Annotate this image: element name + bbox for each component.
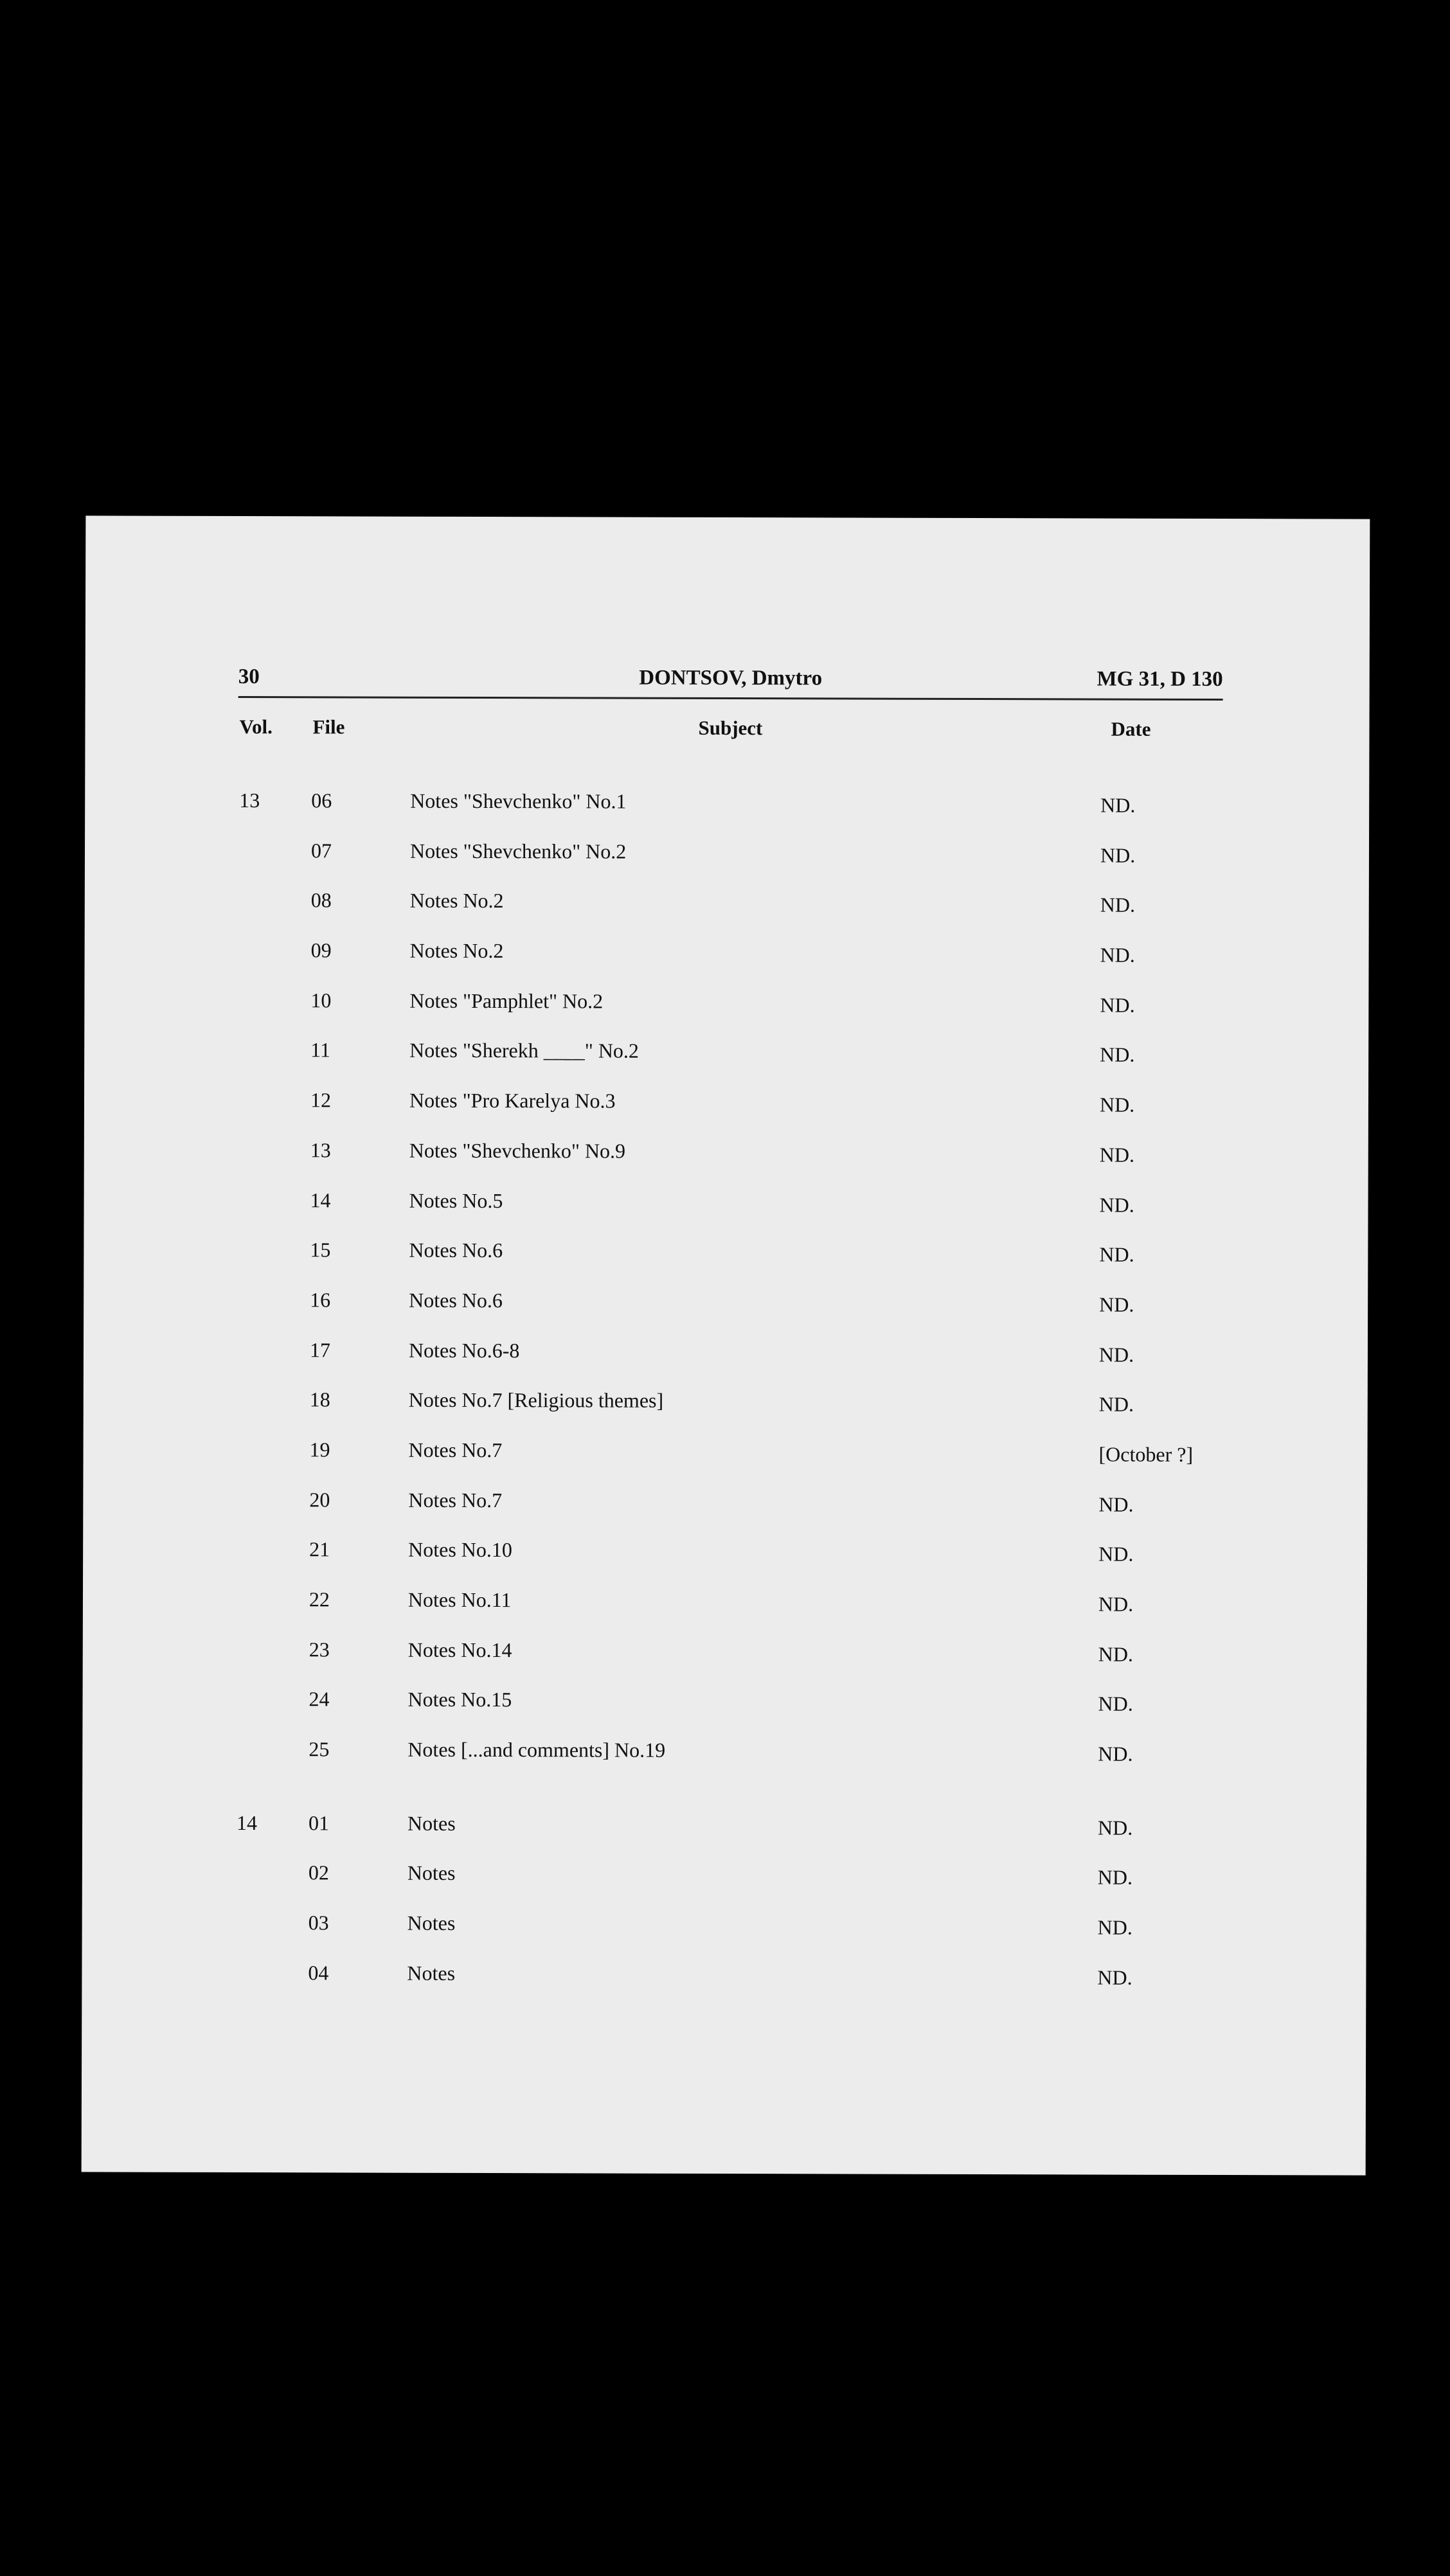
volume-number: 14 <box>237 1811 258 1834</box>
file-subject: Notes No.6-8 <box>408 1338 520 1362</box>
file-date: ND. <box>1098 1492 1134 1516</box>
file-date: ND. <box>1098 1692 1133 1716</box>
file-subject: Notes <box>407 1811 456 1835</box>
list-item <box>83 1587 1367 1640</box>
file-number: 18 <box>309 1388 330 1411</box>
list-item <box>84 988 1368 1041</box>
file-number: 10 <box>310 988 332 1012</box>
list-item <box>84 1388 1368 1441</box>
file-date: ND. <box>1099 1292 1134 1316</box>
list-item <box>85 838 1369 891</box>
file-date: ND. <box>1097 1816 1133 1839</box>
file-date: ND. <box>1098 1742 1133 1766</box>
file-date: ND. <box>1100 793 1136 817</box>
file-number: 12 <box>310 1088 332 1112</box>
list-item <box>82 1687 1366 1740</box>
file-subject: Notes No.6 <box>409 1238 503 1262</box>
file-number: 13 <box>310 1138 331 1162</box>
file-date: ND. <box>1100 893 1136 917</box>
file-date: ND. <box>1098 1592 1134 1616</box>
file-subject: Notes <box>407 1861 456 1885</box>
file-number: 22 <box>309 1588 330 1611</box>
file-subject: Notes No.7 <box>408 1438 503 1462</box>
document-title: DONTSOV, Dmytro <box>639 666 823 690</box>
file-subject: Notes "Shevchenko" No.2 <box>409 839 627 863</box>
list-item <box>83 1487 1367 1541</box>
file-subject: Notes "Shevchenko" No.1 <box>410 789 627 813</box>
list-item <box>84 938 1368 991</box>
file-number: 25 <box>309 1737 330 1761</box>
file-date: ND. <box>1099 1143 1135 1167</box>
page-header <box>238 665 1223 699</box>
list-item <box>82 1960 1366 2014</box>
file-subject: Notes No.2 <box>409 889 504 913</box>
file-number: 14 <box>310 1188 331 1212</box>
file-subject: Notes "Pro Karelya No.3 <box>409 1088 616 1113</box>
file-subject: Notes No.6 <box>409 1288 503 1312</box>
file-date: ND. <box>1099 1193 1134 1217</box>
file-subject: Notes No.2 <box>409 938 504 963</box>
list-item <box>84 1287 1368 1341</box>
file-number: 11 <box>310 1038 331 1062</box>
file-date: ND. <box>1098 1392 1134 1416</box>
list-item <box>83 1637 1367 1690</box>
file-date: ND. <box>1097 1865 1133 1890</box>
file-date: ND. <box>1099 1242 1134 1266</box>
list-item <box>84 1038 1368 1091</box>
volume-group <box>82 788 1369 1790</box>
file-subject: Notes "Shevchenko" No.9 <box>409 1138 626 1163</box>
volume-number: 13 <box>239 789 260 812</box>
file-number: 09 <box>310 938 332 962</box>
archive-reference: MG 31, D 130 <box>1096 667 1223 692</box>
file-number: 03 <box>308 1911 329 1935</box>
list-item <box>83 1537 1367 1591</box>
file-subject: Notes [...and comments] No.19 <box>407 1737 666 1762</box>
file-date: ND. <box>1100 993 1135 1017</box>
list-item <box>84 1188 1368 1241</box>
file-number: 21 <box>309 1537 330 1561</box>
file-subject: Notes <box>407 1961 456 1985</box>
list-item <box>82 1811 1366 1864</box>
file-number: 19 <box>309 1438 330 1462</box>
file-number: 02 <box>308 1861 329 1884</box>
list-item <box>82 1911 1366 1964</box>
file-subject: Notes "Sherekh ____" No.2 <box>409 1039 639 1063</box>
file-subject: Notes No.7 [Religious themes] <box>408 1388 664 1412</box>
column-header-file: File <box>312 715 345 738</box>
document-page <box>82 515 1370 2175</box>
file-list <box>82 788 1369 2014</box>
file-date: ND. <box>1098 1642 1134 1666</box>
file-number: 17 <box>309 1337 331 1361</box>
file-number: 07 <box>310 838 332 863</box>
column-header-subject: Subject <box>698 716 763 740</box>
column-header-vol: Vol. <box>239 715 273 738</box>
file-number: 01 <box>309 1811 330 1835</box>
file-date: ND. <box>1100 943 1135 967</box>
file-subject: Notes "Pamphlet" No.2 <box>409 988 604 1013</box>
file-number: 06 <box>311 789 332 812</box>
file-number: 23 <box>309 1637 330 1661</box>
file-number: 16 <box>310 1288 331 1312</box>
file-subject: Notes No.5 <box>409 1188 503 1212</box>
file-date: ND. <box>1100 843 1136 867</box>
list-item <box>84 1238 1368 1291</box>
column-header-date: Date <box>1111 717 1151 740</box>
file-subject: Notes No.7 <box>408 1488 503 1512</box>
list-item <box>82 1861 1366 1914</box>
file-date: [October ?] <box>1098 1442 1194 1466</box>
list-item <box>85 888 1369 942</box>
file-date: ND. <box>1100 1042 1135 1067</box>
list-item <box>85 788 1369 841</box>
file-subject: Notes <box>407 1911 456 1935</box>
file-number: 24 <box>309 1687 330 1711</box>
file-subject: Notes No.15 <box>407 1688 512 1712</box>
file-subject: Notes No.11 <box>407 1588 512 1612</box>
list-item <box>84 1337 1368 1391</box>
list-item <box>84 1138 1368 1191</box>
file-date: ND. <box>1098 1542 1134 1566</box>
list-item <box>83 1437 1367 1490</box>
file-number: 04 <box>308 1961 329 1985</box>
file-date: ND. <box>1099 1093 1135 1116</box>
file-date: ND. <box>1097 1915 1132 1939</box>
file-subject: Notes No.10 <box>408 1538 512 1562</box>
file-date: ND. <box>1097 1965 1132 1989</box>
list-item <box>82 1737 1366 1790</box>
volume-group <box>82 1811 1366 2014</box>
file-subject: Notes No.14 <box>407 1638 512 1661</box>
file-number: 15 <box>310 1238 331 1262</box>
file-number: 08 <box>310 888 332 912</box>
file-date: ND. <box>1098 1343 1134 1366</box>
list-item <box>84 1088 1368 1141</box>
page-number: 30 <box>238 665 260 689</box>
column-headers <box>85 715 1369 750</box>
file-number: 20 <box>309 1487 330 1512</box>
